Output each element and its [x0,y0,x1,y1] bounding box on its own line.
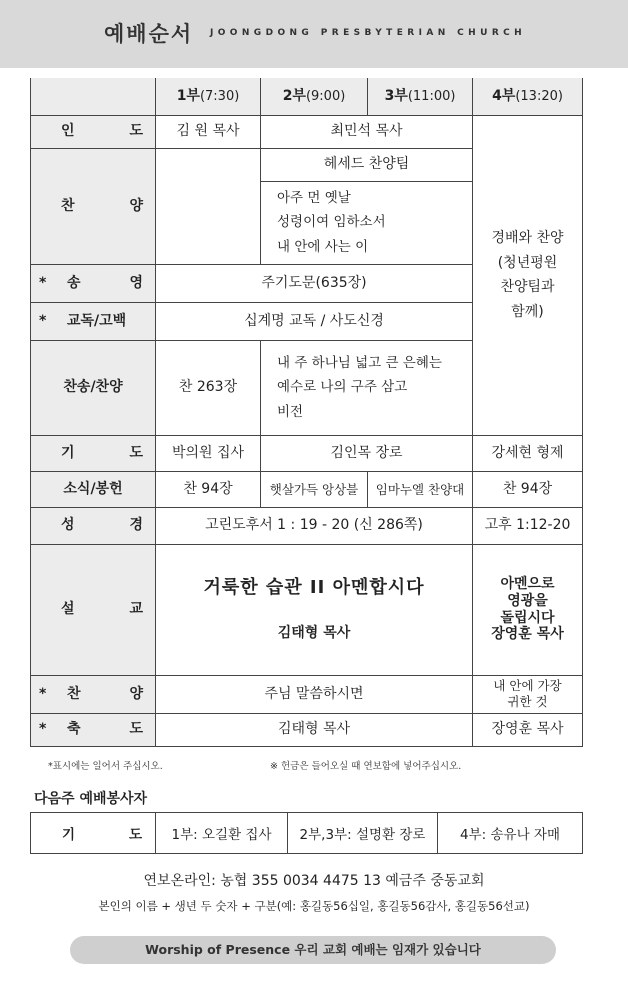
offering-service-2: 햇살가득 앙상블 [261,471,368,507]
notes [48,758,462,772]
row-label-scripture: 성 경 [31,507,156,544]
indo-service-1: 김 원 목사 [156,115,261,148]
hymn-service-1: 찬 263장 [156,340,261,435]
chan-team: 헤세드 찬양팀 [261,148,473,181]
songyeong-value: 주기도문(635장) [156,264,473,302]
online-offering-account: 연보온라인: 농협 355 0034 4475 13 예금주 중동교회 [143,873,485,889]
offering-service-3: 임마누엘 찬양대 [368,471,473,507]
page-header [0,0,628,68]
row-label-indo: 인 도 [31,115,156,148]
online-offering-note: 본인의 이름 + 생년 두 숫자 + 구분(예: 홍길동56십일, 홍길동56감사, 홍길동56선교) [98,899,530,913]
scripture-service-4: 고후 1:12-20 [473,507,583,544]
song-item: 내 안에 사는 이 [277,238,369,255]
hymn-songs [261,340,473,435]
row-label-closing-hymn: * 찬 양 [31,675,156,713]
prayer-service-2-3: 김인목 장로 [261,435,473,471]
next-week-label: 기 도 [31,813,156,854]
row-label-benediction: * 축 도 [31,713,156,746]
footer-banner: Worship of Presence 우리 교회 예배는 임재가 있습니다 [70,936,556,964]
song-item: 비전 [277,403,304,420]
row-label-sermon: 설 교 [31,544,156,675]
next-week-service-4: 4부: 송유나 자매 [438,813,583,854]
closing-hymn-service-4: 내 안에 가장 귀한 것 [473,675,583,713]
church-name: JOONGDONG PRESBYTERIAN CHURCH [210,28,527,38]
sermon-title: 거룩한 습관 II 아멘합시다 [203,577,425,599]
page-title: 예배순서 [104,22,194,46]
row-label-hymn: 찬송/찬양 [31,340,156,435]
service-1-header: 1부(7:30) [156,78,261,115]
benediction-service-4: 장영훈 목사 [473,713,583,746]
song-item: 아주 먼 옛날 [277,190,351,207]
row-label-prayer: 기 도 [31,435,156,471]
sermon-pastor: 김태형 목사 [277,624,351,641]
row-label-confession: * 교독/고백 [31,302,156,340]
prayer-service-1: 박의원 집사 [156,435,261,471]
confession-value: 십계명 교독 / 사도신경 [156,302,473,340]
indo-service-2-3: 최민석 목사 [261,115,473,148]
chan-songs [261,181,473,264]
song-item: 내 주 하나님 넓고 큰 은혜는 [277,355,442,372]
row-label-songyeong: * 송 영 [31,264,156,302]
service-2-header: 2부(9:00) [261,78,368,115]
benediction-value: 김태형 목사 [156,713,473,746]
offering-service-1: 찬 94장 [156,471,261,507]
service-3-header: 3부(11:00) [368,78,473,115]
closing-hymn-value: 주님 말씀하시면 [156,675,473,713]
next-week-title: 다음주 예배봉사자 [34,791,148,807]
song-item: 성령이여 임하소서 [277,214,386,231]
worship-order-table [30,78,583,747]
chan-service-1 [156,148,261,264]
next-week-service-2-3: 2부,3부: 설명환 장로 [288,813,438,854]
service-4-worship: 경배와 찬양 (청년평원 찬양팀과 함께) [473,115,583,435]
sermon-service-4: 아멘으로 영광을 돌립시다 장영훈 목사 [473,544,583,675]
header-corner [31,78,156,115]
offering-service-4: 찬 94장 [473,471,583,507]
service-4-header: 4부(13:20) [473,78,583,115]
stand-note: *표시에는 일어서 주십시오. [48,761,163,772]
scripture-value: 고린도후서 1 : 19 - 20 (신 286쪽) [156,507,473,544]
prayer-service-4: 강세현 형제 [473,435,583,471]
sermon-value [156,544,473,675]
song-item: 예수로 나의 구주 삼고 [277,379,408,396]
row-label-offering: 소식/봉헌 [31,471,156,507]
next-week-table [30,812,583,854]
next-week-service-1: 1부: 오길환 집사 [156,813,288,854]
row-label-chan: 찬 양 [31,148,156,264]
offering-note: ※ 헌금은 들어오실 때 연보함에 넣어주십시오. [270,761,462,772]
